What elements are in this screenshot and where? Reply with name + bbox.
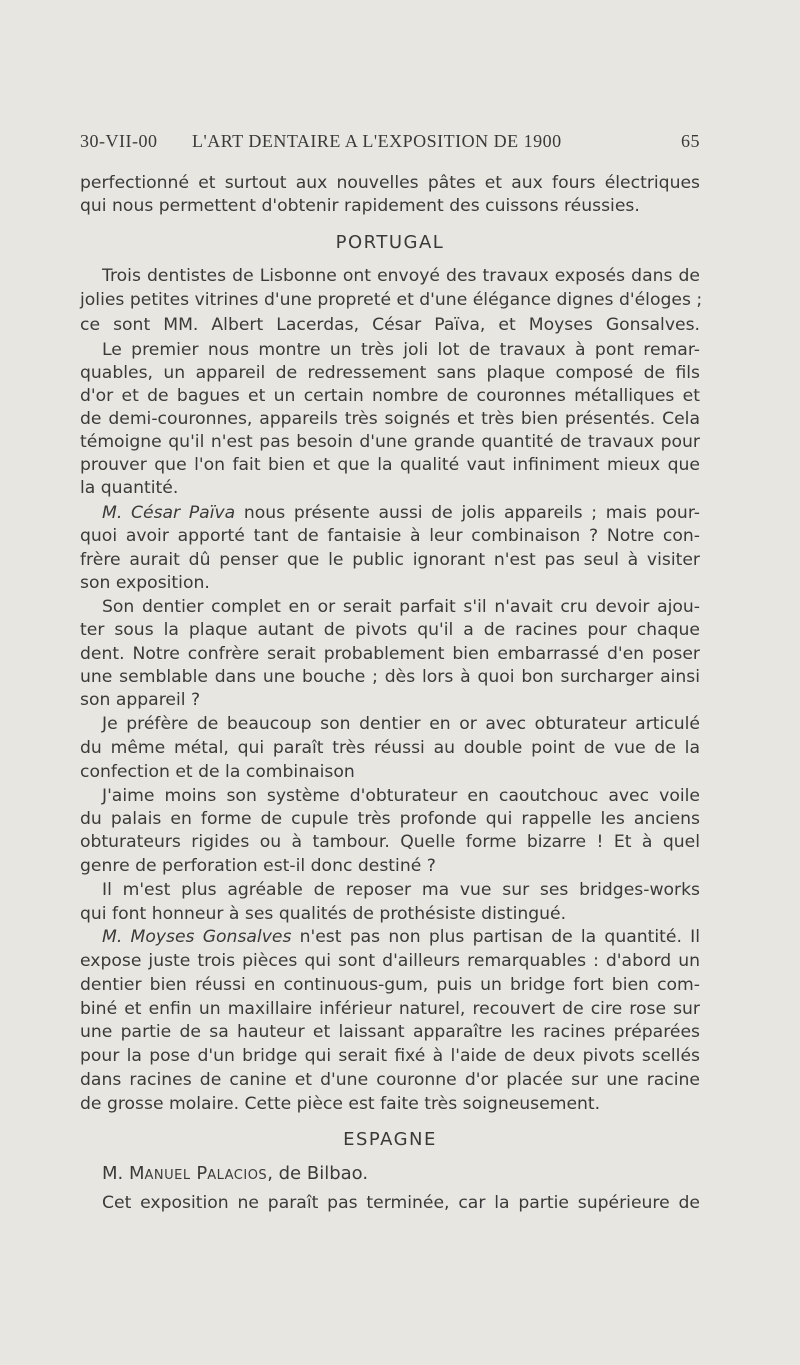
text-line: une semblable dans une bouche ; dès lors à quoi bon surcharger ainsi xyxy=(80,667,700,687)
text-line: qui nous permettent d'obtenir rapidement des cuissons réussies. xyxy=(80,196,640,216)
running-header xyxy=(80,131,700,157)
text-line: Trois dentistes de Lisbonne ont envoyé des travaux exposés dans de xyxy=(102,266,700,286)
section-heading-portugal: PORTUGAL xyxy=(335,232,445,253)
text-line: dent. Notre confrère serait probablement bien embarrassé d'en poser xyxy=(80,644,700,664)
text-line: frère aurait dû penser que le public ignorant n'est pas seul à visiter xyxy=(80,550,700,570)
text-line: prouver que l'on fait bien et que la qualité vaut infiniment mieux que xyxy=(80,455,700,475)
text-line: Le premier nous montre un très joli lot de travaux à pont remar- xyxy=(102,340,700,360)
text-span: nous présente aussi de jolis appareils ; mais pour- xyxy=(235,503,700,523)
section-heading-espagne: ESPAGNE xyxy=(343,1129,437,1150)
text-span: , de Bilbao. xyxy=(267,1163,369,1184)
text-line: dentier bien réussi en continuous-gum, puis un bridge fort bien com- xyxy=(80,975,700,995)
text-line: biné et enfin un maxillaire inférieur naturel, recouvert de cire rose sur xyxy=(80,999,700,1019)
text-line: J'aime moins son système d'obturateur en caoutchouc avec voile xyxy=(102,786,700,806)
text-line: confection et de la combinaison xyxy=(80,762,355,782)
text-line: ter sous la plaque autant de pivots qu'il a de racines pour chaque xyxy=(80,620,700,640)
text-line: perfectionné et surtout aux nouvelles pâtes et aux fours électriques xyxy=(80,173,700,193)
text-line: Il m'est plus agréable de reposer ma vue sur ses bridges-works xyxy=(102,880,700,900)
text-span: P xyxy=(190,1163,208,1184)
text-line: de demi-couronnes, appareils très soignés et très bien présentés. Cela xyxy=(80,409,700,429)
header-date: 30-VII-00 xyxy=(80,131,158,151)
text-line: jolies petites vitrines d'une propreté et d'une élégance dignes d'éloges ; xyxy=(80,290,703,310)
text-span: n'est pas non plus partisan de la quantité. Il xyxy=(291,927,700,947)
text-line: d'or et de bagues et un certain nombre de couronnes métalliques et xyxy=(80,386,700,406)
header-title: L'ART DENTAIRE A L'EXPOSITION DE 1900 xyxy=(192,131,562,151)
text-span: M. M xyxy=(102,1163,145,1184)
text-span: ANUEL xyxy=(144,1168,191,1183)
exhibitor-line xyxy=(80,1163,700,1187)
text-line: du même métal, qui paraît très réussi au double point de vue de la xyxy=(80,738,700,758)
text-line xyxy=(80,502,700,524)
text-line: qui font honneur à ses qualités de prothésiste distingué. xyxy=(80,904,567,924)
text-line: dans racines de canine et d'une couronne d'or placée sur une racine xyxy=(80,1070,700,1090)
text-line: Son dentier complet en or serait parfait s'il n'avait cru devoir ajou- xyxy=(102,597,700,617)
text-line: Je préfère de beaucoup son dentier en or avec obturateur articulé xyxy=(102,714,700,734)
text-line: quoi avoir apporté tant de fantaisie à leur combinaison ? Notre con- xyxy=(80,526,700,546)
text-line: expose juste trois pièces qui sont d'ailleurs remarquables : d'abord un xyxy=(80,951,700,971)
text-line: témoigne qu'il n'est pas besoin d'une grande quantité de travaux pour xyxy=(80,432,700,452)
person-name: M. Moyses Gonsalves xyxy=(102,927,292,947)
text-span: ALACIOS xyxy=(207,1168,268,1183)
text-line: son exposition. xyxy=(80,573,210,593)
text-line xyxy=(80,926,700,948)
person-name: M. César Païva xyxy=(102,503,236,523)
text-line: la quantité. xyxy=(80,478,179,498)
text-line: une partie de sa hauteur et laissant apparaître les racines préparées xyxy=(80,1022,700,1042)
text-line: Cet exposition ne paraît pas terminée, car la partie supérieure de xyxy=(102,1193,700,1213)
text-line: son appareil ? xyxy=(80,690,201,710)
text-line: quables, un appareil de redressement sans plaque composé de fils xyxy=(80,363,700,383)
text-line: genre de perforation est-il donc destiné ? xyxy=(80,856,436,876)
text-line: obturateurs rigides ou à tambour. Quelle forme bizarre ! Et à quel xyxy=(80,832,700,852)
page-number: 65 xyxy=(681,131,700,151)
text-line: de grosse molaire. Cette pièce est faite très soigneusement. xyxy=(80,1094,601,1114)
text-line: du palais en forme de cupule très profonde qui rappelle les anciens xyxy=(80,809,700,829)
text-line: pour la pose d'un bridge qui serait fixé à l'aide de deux pivots scellés xyxy=(80,1046,700,1066)
text-line: ce sont MM. Albert Lacerdas, César Païva, et Moyses Gonsalves. xyxy=(80,315,700,335)
